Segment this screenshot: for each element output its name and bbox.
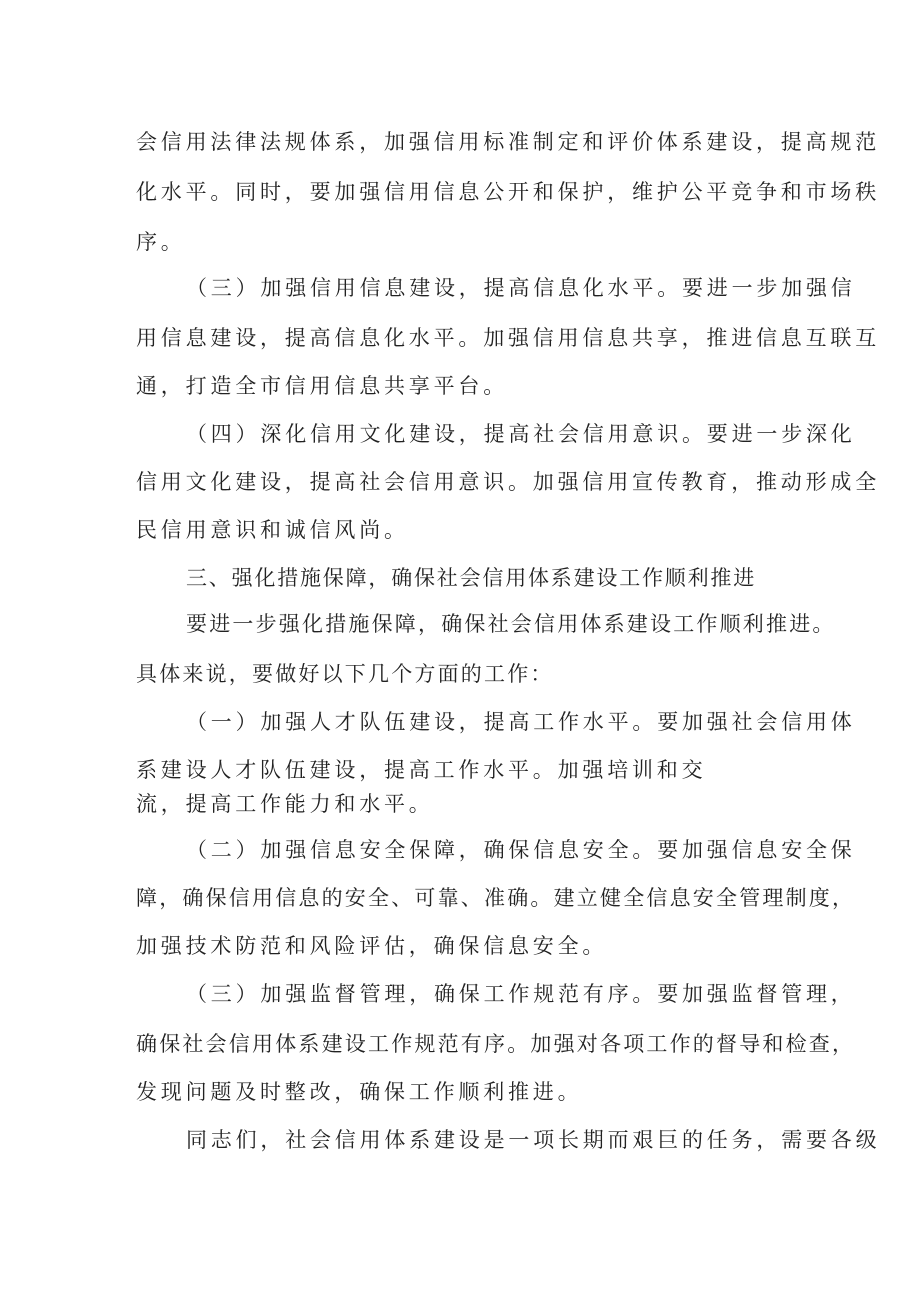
text-line: 通，打造全市信用信息共享平台。: [136, 374, 508, 398]
text-line: 用信息建设，提高信息化水平。加强信用信息共享，推进信息互联互: [136, 326, 880, 350]
text-line: 确保社会信用体系建设工作规范有序。加强对各项工作的督导和检查，: [136, 1032, 856, 1056]
text-line: （二）加强信息安全保障，确保信息安全。要加强信息安全保: [186, 838, 856, 862]
text-line: 民信用意识和诚信风尚。: [136, 518, 409, 542]
text-line: （三）加强信用信息建设，提高信息化水平。要进一步加强信: [186, 276, 856, 300]
text-line: 系建设人才队伍建设，提高工作水平。加强培训和交: [136, 758, 707, 782]
text-line: 序。: [136, 230, 186, 254]
text-line: （一）加强人才队伍建设，提高工作水平。要加强社会信用体: [186, 710, 856, 734]
text-line: （三）加强监督管理，确保工作规范有序。要加强监督管理，: [186, 982, 856, 1006]
text-line: 流，提高工作能力和水平。: [136, 792, 434, 816]
text-line: 具体来说，要做好以下几个方面的工作：: [136, 662, 554, 686]
text-line: 同志们，社会信用体系建设是一项长期而艰巨的任务，需要各级: [186, 1128, 881, 1152]
text-line: 发现问题及时整改，确保工作顺利推进。: [136, 1080, 583, 1104]
text-line: 要进一步强化措施保障，确保社会信用体系建设工作顺利推进。: [186, 612, 836, 636]
text-line: 障，确保信用信息的安全、可靠、准确。建立健全信息安全管理制度，: [136, 886, 856, 910]
text-line: 会信用法律法规体系，加强信用标准制定和评价体系建设，提高规范: [136, 130, 880, 154]
text-line: （四）深化信用文化建设，提高社会信用意识。要进一步深化: [186, 422, 856, 446]
text-line: 加强技术防范和风险评估，确保信息安全。: [136, 934, 608, 958]
text-line: 化水平。同时，要加强信用信息公开和保护，维护公平竞争和市场秩: [136, 180, 880, 204]
section-heading: 三、强化措施保障，确保社会信用体系建设工作顺利推进: [186, 566, 756, 590]
text-line: 信用文化建设，提高社会信用意识。加强信用宣传教育，推动形成全: [136, 470, 880, 494]
